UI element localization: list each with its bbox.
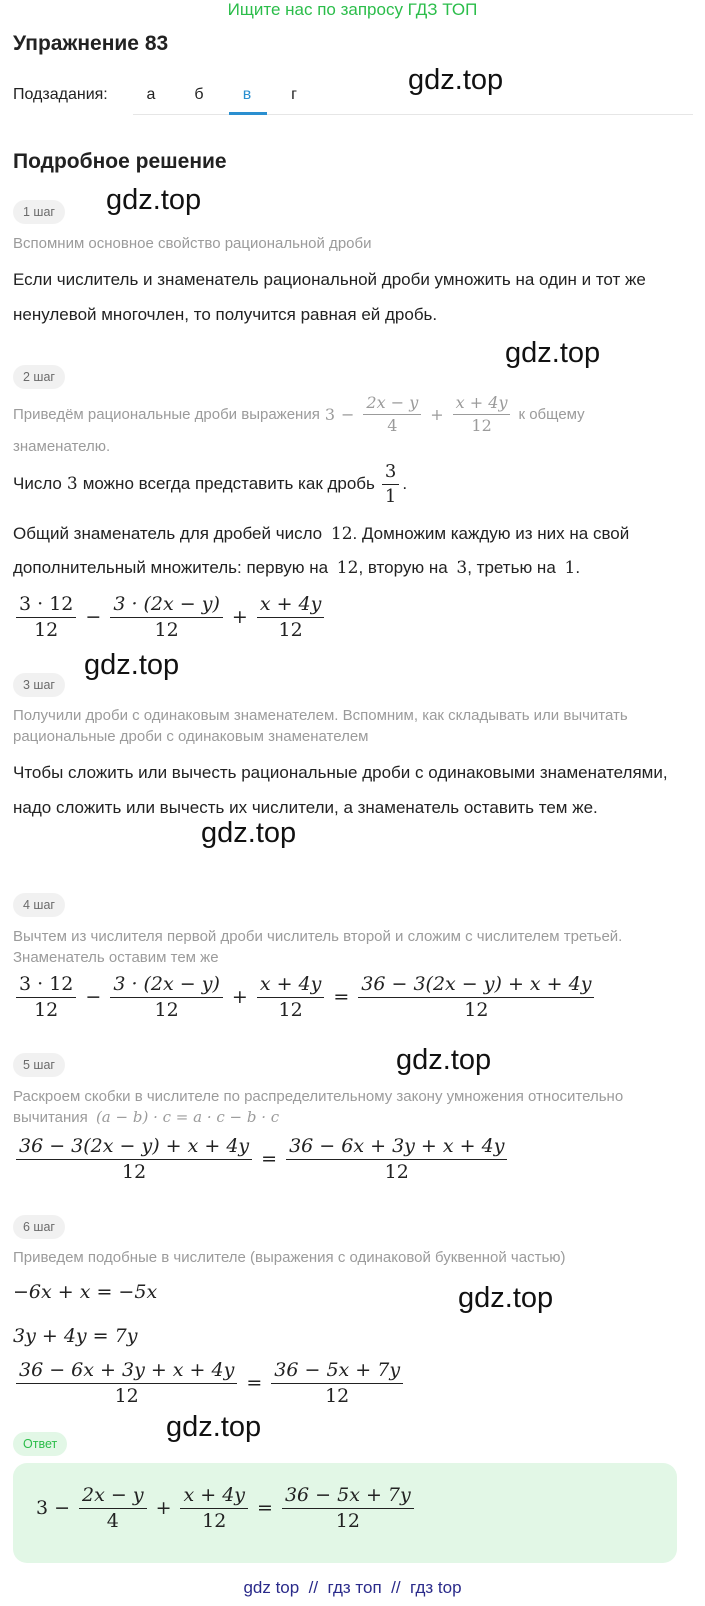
period: . xyxy=(575,558,581,577)
math-number: 3 xyxy=(66,474,78,495)
fraction xyxy=(110,594,223,641)
fraction xyxy=(453,394,511,434)
step-hint: Приведем подобные в числителе (выражения с одинаковой буквенной частью) xyxy=(13,1249,566,1266)
fraction xyxy=(382,462,399,507)
math-number: 1 xyxy=(564,558,576,578)
step-badge: 5 шаг xyxy=(13,1053,65,1077)
minus-sign: − xyxy=(54,1497,71,1520)
fraction xyxy=(363,394,421,434)
denominator: 12 xyxy=(121,1160,147,1183)
numerator: 36 − 5x + 7y xyxy=(271,1360,403,1384)
numerator: 2x − y xyxy=(79,1485,147,1509)
denominator: 12 xyxy=(384,1160,409,1183)
like-terms-y: 3y + 4y = 7y xyxy=(13,1325,138,1347)
step-text xyxy=(13,462,693,507)
subtasks-label: Подзадания: xyxy=(13,86,108,103)
denominator: 12 xyxy=(471,415,492,435)
denominator: 12 xyxy=(202,1509,227,1532)
numerator: 3 · 12 xyxy=(16,594,76,618)
denominator: 1 xyxy=(384,485,397,507)
watermark: gdz.top xyxy=(84,649,180,681)
hint-text: Приведём рациональные дроби выражения xyxy=(13,405,320,423)
numerator: 3 · 12 xyxy=(16,974,76,998)
watermark: gdz.top xyxy=(458,1282,554,1314)
denominator: 12 xyxy=(278,618,303,641)
watermark: gdz.top xyxy=(505,337,601,369)
fraction xyxy=(180,1485,248,1532)
denominator: 12 xyxy=(335,1509,360,1532)
section-title: Подробное решение xyxy=(13,150,227,173)
watermark: gdz.top xyxy=(408,64,504,96)
plus-sign: + xyxy=(155,1497,172,1520)
fraction xyxy=(16,1136,252,1183)
answer-equation xyxy=(36,1485,417,1532)
numerator: 36 − 6x + 3y + x + 4y xyxy=(286,1136,507,1160)
equation xyxy=(13,594,327,641)
step-hint xyxy=(13,394,693,434)
step-text: Если числитель и знаменатель рациональной дроби умножить на один и тот же ненулевой многочлен, то получится равная ей дробь. xyxy=(13,270,646,324)
fraction-inline xyxy=(379,462,402,507)
text: можно всегда представить как дробь xyxy=(82,474,375,494)
plus-sign: + xyxy=(231,986,248,1009)
denominator: 12 xyxy=(278,998,303,1021)
footer-watermark: gdz top // гдз топ // гдз top xyxy=(243,1578,462,1597)
numerator: 3 · (2x − y) xyxy=(110,594,223,618)
step-badge: 6 шаг xyxy=(13,1215,65,1239)
numerator: x + 4y xyxy=(257,974,325,998)
step-hint: знаменателю. xyxy=(13,438,111,455)
step-badge: 4 шаг xyxy=(13,893,65,917)
fraction xyxy=(271,1360,403,1407)
equals-sign: = xyxy=(333,986,350,1009)
hint-formula: (a − b) · c = a · c − b · c xyxy=(95,1108,280,1126)
numerator: 3 · (2x − y) xyxy=(110,974,223,998)
step-text xyxy=(13,550,693,586)
denominator: 4 xyxy=(106,1509,119,1532)
step-badge: 1 шаг xyxy=(13,200,65,224)
tab-b[interactable]: б xyxy=(194,86,204,103)
numerator: x + 4y xyxy=(453,394,511,415)
fraction xyxy=(79,1485,147,1532)
watermark: gdz.top xyxy=(396,1044,492,1076)
plus-sign: + xyxy=(430,404,444,424)
equals-sign: = xyxy=(261,1148,278,1171)
denominator: 12 xyxy=(154,618,179,641)
fraction xyxy=(110,974,223,1021)
step-badge: 3 шаг xyxy=(13,673,65,697)
page-title: Упражнение 83 xyxy=(13,32,169,55)
equals-sign: = xyxy=(257,1497,273,1520)
fraction xyxy=(286,1136,507,1183)
text: Общий знаменатель для дробей число xyxy=(13,524,323,543)
text: . Домножим каждую из них на свой xyxy=(352,524,630,543)
minus-sign: − xyxy=(85,986,102,1009)
active-tab-indicator xyxy=(229,112,267,115)
step-hint: Получили дроби с одинаковым знаменателем. Вспомним, как складывать или вычитать рациональные дроби с одинаковым знаменателем xyxy=(13,707,628,745)
step-hint xyxy=(13,1086,693,1128)
math-number: 3 xyxy=(36,1497,49,1520)
equation xyxy=(13,974,597,1021)
text: , вторую на xyxy=(358,558,448,577)
numerator: 36 − 3(2x − y) + x + 4y xyxy=(16,1136,252,1160)
equation xyxy=(13,1281,157,1303)
denominator: 12 xyxy=(114,1384,139,1407)
hint-text: Раскроем скобки в числителе по распределительному закону умножения относительно вычитания xyxy=(13,1088,624,1126)
minus-sign: − xyxy=(341,404,355,424)
math-number: 12 xyxy=(336,558,359,578)
denominator: 4 xyxy=(387,415,398,435)
denominator: 12 xyxy=(154,998,179,1021)
math-number: 12 xyxy=(330,524,353,544)
plus-sign: + xyxy=(231,606,248,629)
fraction xyxy=(257,974,325,1021)
text: Число xyxy=(13,474,62,494)
fraction xyxy=(257,594,325,641)
equation xyxy=(13,1325,137,1347)
fraction xyxy=(282,1485,414,1532)
tabs-divider xyxy=(133,114,693,115)
step-text: Чтобы сложить или вычесть рациональные дроби с одинаковыми знаменателями, надо сложить или вычесть их числители, а знаменатель оставить тем же. xyxy=(13,763,668,817)
tab-g[interactable]: г xyxy=(291,86,297,103)
fraction xyxy=(16,974,76,1021)
step-text xyxy=(13,516,693,552)
watermark: gdz.top xyxy=(106,184,202,216)
numerator: 36 − 3(2x − y) + x + 4y xyxy=(358,974,594,998)
equals-sign: = xyxy=(246,1372,263,1395)
denominator: 12 xyxy=(34,998,59,1021)
like-terms-x: −6x + x = −5x xyxy=(13,1281,158,1303)
denominator: 12 xyxy=(34,618,59,641)
numerator: 2x − y xyxy=(363,394,421,415)
period: . xyxy=(402,474,408,494)
denominator: 12 xyxy=(464,998,489,1021)
fraction xyxy=(358,974,594,1021)
text: , третью на xyxy=(467,558,556,577)
numerator: x + 4y xyxy=(180,1485,248,1509)
math-number: 3 xyxy=(456,558,468,578)
denominator: 12 xyxy=(325,1384,350,1407)
search-banner: Ищите нас по запросу ГДЗ ТОП xyxy=(227,0,478,19)
fraction xyxy=(16,1360,237,1407)
numerator: 36 − 6x + 3y + x + 4y xyxy=(16,1360,237,1384)
numerator: x + 4y xyxy=(257,594,325,618)
numerator: 36 − 5x + 7y xyxy=(282,1485,414,1509)
minus-sign: − xyxy=(85,606,102,629)
text: дополнительный множитель: первую на xyxy=(13,558,329,577)
step-badge: 2 шаг xyxy=(13,365,65,389)
tab-v[interactable]: в xyxy=(242,86,252,103)
watermark: gdz.top xyxy=(201,817,297,849)
equation xyxy=(13,1360,406,1407)
answer-badge: Ответ xyxy=(13,1432,67,1456)
watermark: gdz.top xyxy=(166,1411,262,1443)
math-number: 3 xyxy=(324,404,336,424)
numerator: 3 xyxy=(382,462,399,485)
tab-a[interactable]: а xyxy=(146,86,156,103)
hint-text: к общему xyxy=(518,405,585,423)
hint-expression xyxy=(325,394,514,434)
step-hint: Вычтем из числителя первой дроби числитель второй и сложим с числителем третьей. Знаменатель оставим тем же xyxy=(13,928,623,966)
equation xyxy=(13,1136,510,1183)
fraction xyxy=(16,594,76,641)
step-hint: Вспомним основное свойство рациональной дроби xyxy=(13,235,372,252)
